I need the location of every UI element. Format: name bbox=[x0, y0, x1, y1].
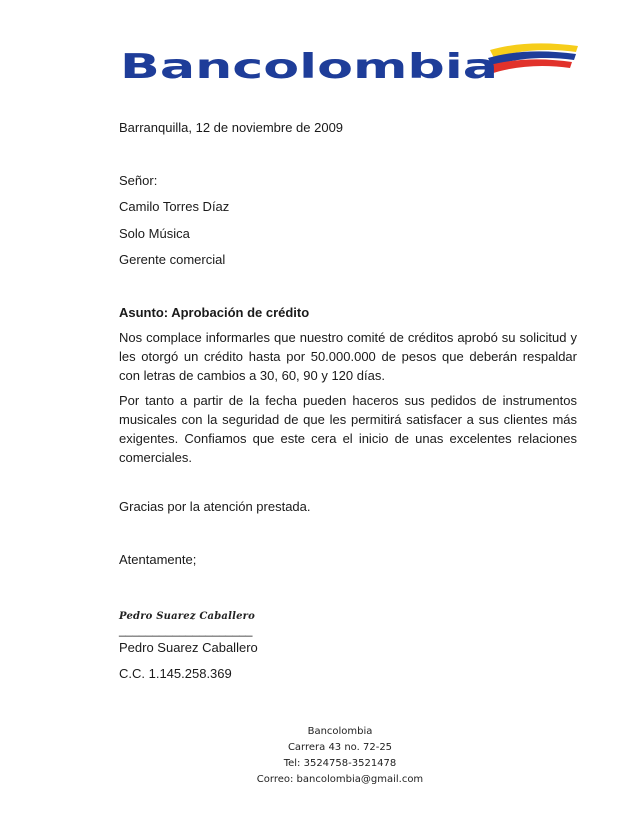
logo-wordmark: Bancolombia bbox=[120, 47, 498, 87]
signature-line: ____________________ bbox=[119, 623, 253, 637]
recipient-title: Gerente comercial bbox=[119, 252, 226, 267]
subject-line: Asunto: Aprobación de crédito bbox=[119, 305, 310, 320]
signer-id: C.C. 1.145.258.369 bbox=[119, 666, 232, 681]
signer-name: Pedro Suarez Caballero bbox=[119, 640, 258, 655]
body-paragraph-2: Por tanto a partir de la fecha pueden haceros sus pedidos de instrumentos musicales con la seguridad de que les permitirá satisfacer a sus clientes más exigentes. Confiamos que este cera el inicio de unas excelentes relaciones comerciales. bbox=[119, 393, 577, 465]
footer-email: Correo: bancolombia@gmail.com bbox=[256, 774, 424, 785]
recipient-company: Solo Música bbox=[119, 226, 190, 241]
handwritten-signature: Pedro Suarez Caballero bbox=[119, 611, 255, 622]
letterhead-footer bbox=[240, 724, 440, 788]
bancolombia-logo bbox=[118, 38, 578, 98]
body-paragraph-1: Nos complace informarles que nuestro comité de créditos aprobó su solicitud y les otorgó un crédito hasta por 50.000.000 de pesos que deberán respaldar con letras de cambios a 30, 60, 90 y 120 días. bbox=[119, 330, 577, 383]
thanks-line: Gracias por la atención prestada. bbox=[119, 499, 311, 514]
recipient-name: Camilo Torres Díaz bbox=[119, 199, 230, 214]
footer-address: Carrera 43 no. 72-25 bbox=[287, 742, 393, 753]
logo-graphic bbox=[118, 38, 578, 98]
closing-line: Atentamente; bbox=[119, 552, 197, 567]
footer-company: Bancolombia bbox=[307, 726, 373, 737]
date-line: Barranquilla, 12 de noviembre de 2009 bbox=[119, 120, 344, 135]
salutation: Señor: bbox=[119, 173, 158, 188]
footer-phone: Tel: 3524758-3521478 bbox=[283, 758, 397, 769]
